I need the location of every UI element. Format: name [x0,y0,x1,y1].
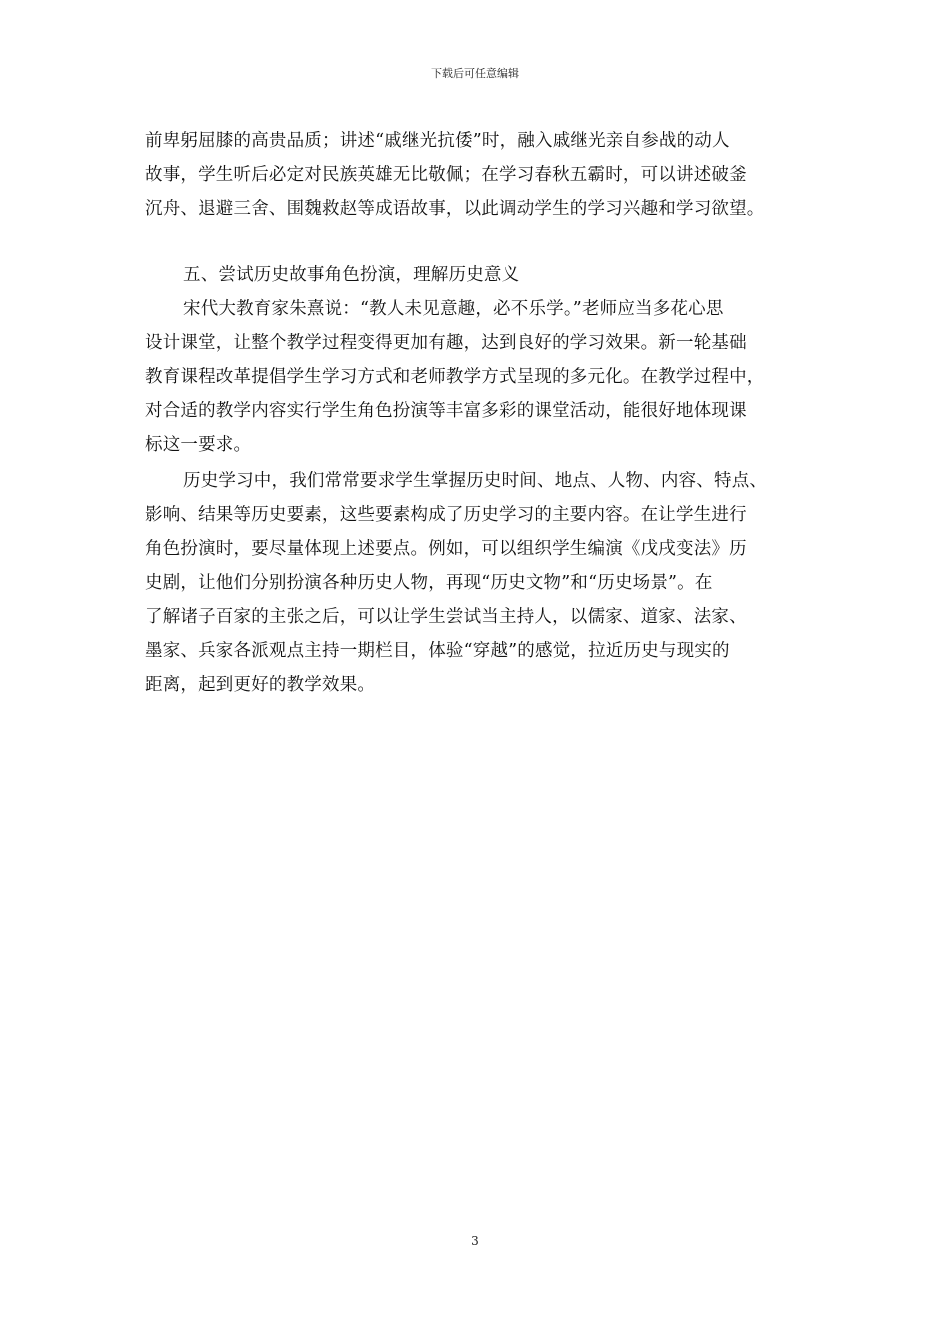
paragraph-line: 沉舟、退避三舍、围魏救赵等成语故事，以此调动学生的学习兴趣和学习欲望。 [145,199,765,219]
paragraph-1 [145,124,821,226]
paragraph-line: 历史学习中，我们常常要求学生掌握历史时间、地点、人物、内容、特点、 [183,471,768,491]
paragraph-line: 了解诸子百家的主张之后，可以让学生尝试当主持人，以儒家、道家、法家、 [145,607,747,627]
paragraph-2 [145,292,821,462]
paragraph-line: 故事，学生听后必定对民族英雄无比敬佩；在学习春秋五霸时，可以讲述破釜 [145,165,747,185]
section-heading-text: 五、尝试历史故事角色扮演，理解历史意义 [183,265,520,285]
paragraph-line: 教育课程改革提倡学生学习方式和老师教学方式呈现的多元化。在教学过程中， [145,367,765,387]
paragraph-line: 距离，起到更好的教学效果。 [145,675,376,695]
paragraph-line: 角色扮演时，要尽量体现上述要点。例如，可以组织学生编演《戊戌变法》历 [145,539,747,559]
paragraph-line: 墨家、兵家各派观点主持一期栏目，体验“穿越”的感觉，拉近历史与现实的 [145,641,730,661]
paragraph-line: 标这一要求。 [145,435,252,455]
page-header: 下载后可任意编辑 [431,67,519,80]
paragraph-line: 前卑躬屈膝的高贵品质；讲述“戚继光抗倭”时，融入戚继光亲自参战的动人 [145,131,730,151]
paragraph-line: 影响、结果等历史要素，这些要素构成了历史学习的主要内容。在让学生进行 [145,505,747,525]
paragraph-line: 设计课堂，让整个教学过程变得更加有趣，达到良好的学习效果。新一轮基础 [145,333,747,353]
document-body [145,124,821,702]
paragraph-line: 对合适的教学内容实行学生角色扮演等丰富多彩的课堂活动，能很好地体现课 [145,401,747,421]
paragraph-line: 宋代大教育家朱熹说：“教人未见意趣，必不乐学。”老师应当多花心思 [183,299,724,319]
section-heading [145,258,821,292]
paragraph-line: 史剧，让他们分别扮演各种历史人物，再现“历史文物”和“历史场景”。在 [145,573,713,593]
paragraph-3 [145,464,821,702]
page-number: 3 [471,1234,479,1248]
